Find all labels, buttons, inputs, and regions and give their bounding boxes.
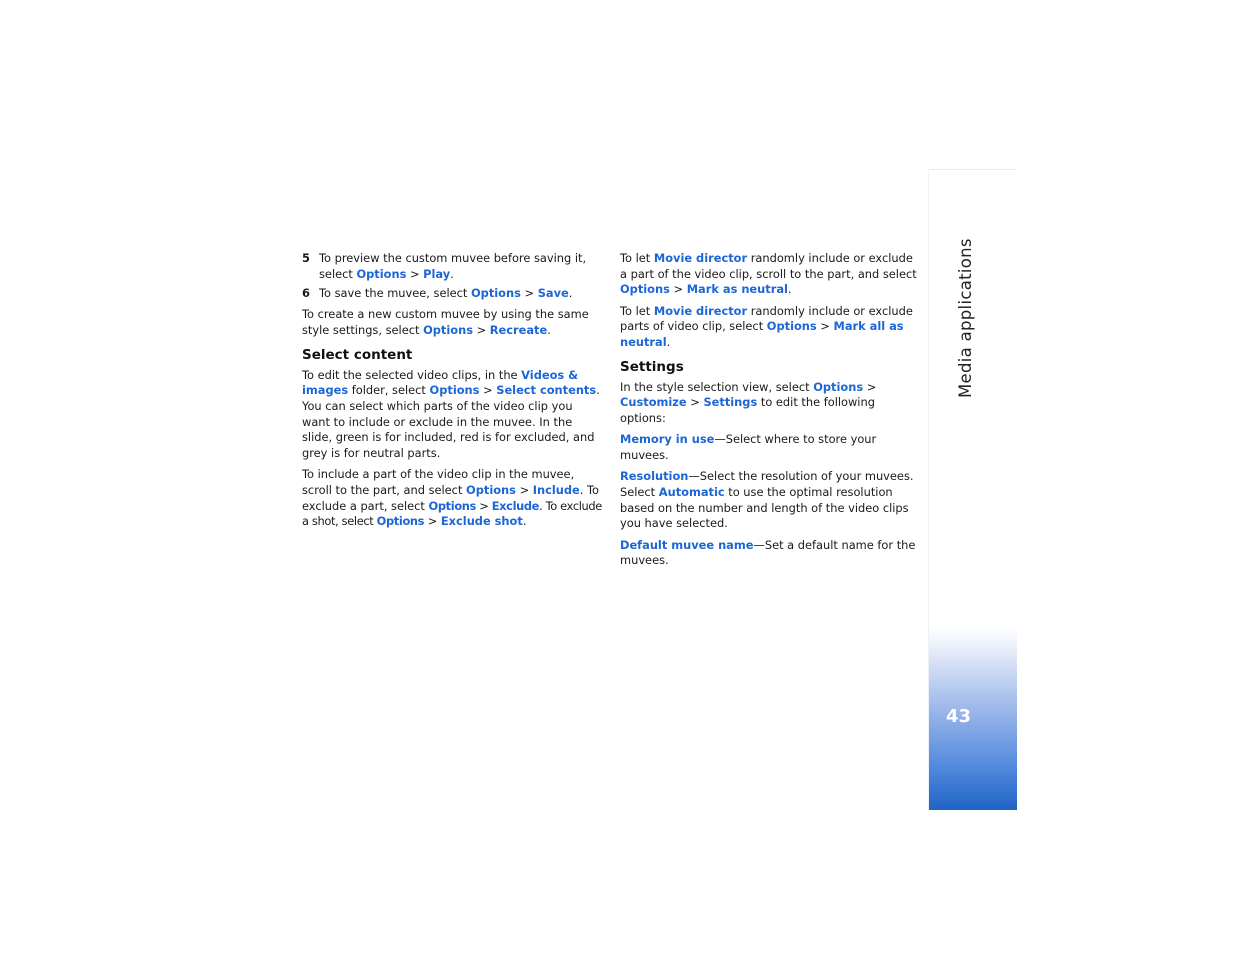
text: . [450, 266, 454, 281]
text: . You can select which parts of the video clip you want to include or exclude in the muvee. In the slide, green is for included, red is for excluded, and grey is for neutral parts. [302, 383, 600, 461]
include-link[interactable]: Include [532, 482, 580, 497]
options-link[interactable]: Options [356, 266, 407, 281]
options-link[interactable]: Options [466, 482, 516, 497]
text: . To exclude a part, select [302, 482, 599, 513]
options-link[interactable]: Options [766, 319, 817, 334]
heading-settings: Settings [620, 358, 684, 375]
text: to use the optimal resolution based on the number and length of the video clips you have selected. [620, 484, 909, 531]
text: To let [620, 303, 654, 318]
text: . To exclude a shot, select [302, 498, 602, 529]
text: > [406, 266, 424, 281]
text: To edit the selected video clips, in the [302, 367, 522, 382]
page-number: 43 [946, 706, 972, 727]
text: To preview the custom muvee before saving it, select [319, 251, 587, 281]
options-link[interactable]: Options [428, 498, 476, 513]
options-link[interactable]: Options [620, 282, 670, 297]
text: . [666, 335, 671, 350]
text: In the style selection view, select [620, 379, 814, 394]
text: randomly include or exclude parts of video clip, select [620, 303, 913, 334]
settings-paragraph [620, 380, 922, 427]
text: > [475, 498, 492, 513]
exclude-link[interactable]: Exclude [491, 498, 540, 513]
options-link[interactable]: Options [471, 285, 521, 300]
text: To include a part of the video clip in the muvee, scroll to the part, and select [302, 467, 575, 497]
step-number: 6 [302, 285, 310, 300]
options-link[interactable]: Options [423, 322, 473, 337]
options-link[interactable]: Options [376, 514, 425, 529]
step-6 [302, 286, 602, 302]
customize-link[interactable]: Customize [620, 395, 687, 410]
options-link[interactable]: Options [813, 379, 864, 394]
text: . [522, 514, 527, 529]
text: randomly include or exclude a part of the video clip, scroll to the part, and select [620, 251, 917, 281]
neutral-paragraph-1 [620, 251, 922, 298]
movie-director-link[interactable]: Movie director [653, 303, 748, 318]
text: To let [620, 251, 654, 265]
save-link[interactable]: Save [537, 285, 569, 300]
mark-as-neutral-link[interactable]: Mark as neutral [686, 282, 788, 297]
text: > [863, 379, 877, 394]
step-number: 5 [302, 251, 310, 265]
text: . [547, 322, 551, 337]
text: > [686, 395, 704, 410]
movie-director-link[interactable]: Movie director [653, 251, 748, 265]
include-paragraph [302, 467, 602, 530]
text: To create a new custom muvee by using the same style settings, select [302, 307, 589, 337]
edit-paragraph [302, 368, 602, 462]
videos-images-link[interactable]: Videos & images [302, 367, 579, 398]
text: —Select the resolution of your muvees. Select [620, 469, 914, 499]
left-column [302, 251, 602, 536]
exclude-shot-link[interactable]: Exclude shot [440, 514, 523, 529]
text: > [520, 285, 538, 300]
default-muvee-name-link[interactable]: Default muvee name [620, 537, 754, 552]
automatic-link[interactable]: Automatic [658, 484, 725, 499]
text: > [479, 383, 497, 398]
text: . [568, 285, 573, 300]
step-text [319, 286, 602, 302]
recreate-link[interactable]: Recreate [489, 322, 548, 337]
memory-in-use-link[interactable]: Memory in use [620, 432, 715, 447]
section-title: Media applications [956, 238, 975, 398]
text: to edit the following options: [620, 395, 875, 426]
option-resolution [620, 469, 922, 532]
text: > [669, 282, 687, 297]
recreate-paragraph [302, 307, 602, 338]
settings-link[interactable]: Settings [703, 395, 758, 410]
option-memory-in-use [620, 432, 922, 463]
text: > [816, 319, 834, 334]
options-link[interactable]: Options [429, 383, 480, 398]
text: —Set a default name for the muvees. [620, 537, 916, 568]
text: > [472, 322, 490, 337]
text: > [424, 514, 441, 529]
step-text [319, 251, 602, 282]
resolution-link[interactable]: Resolution [620, 469, 689, 484]
select-contents-link[interactable]: Select contents [496, 383, 597, 398]
text: folder, select [348, 383, 430, 398]
step-5 [302, 251, 602, 282]
heading-select-content: Select content [302, 346, 413, 363]
text: > [515, 482, 533, 497]
mark-all-as-neutral-link[interactable]: Mark all as neutral [620, 319, 904, 350]
text: To save the muvee, select [319, 285, 471, 300]
text: —Select where to store your muvees. [620, 432, 877, 463]
neutral-paragraph-2 [620, 304, 922, 351]
play-link[interactable]: Play [423, 266, 451, 281]
text: . [787, 282, 792, 297]
option-default-muvee-name [620, 538, 922, 569]
right-column [620, 251, 922, 574]
